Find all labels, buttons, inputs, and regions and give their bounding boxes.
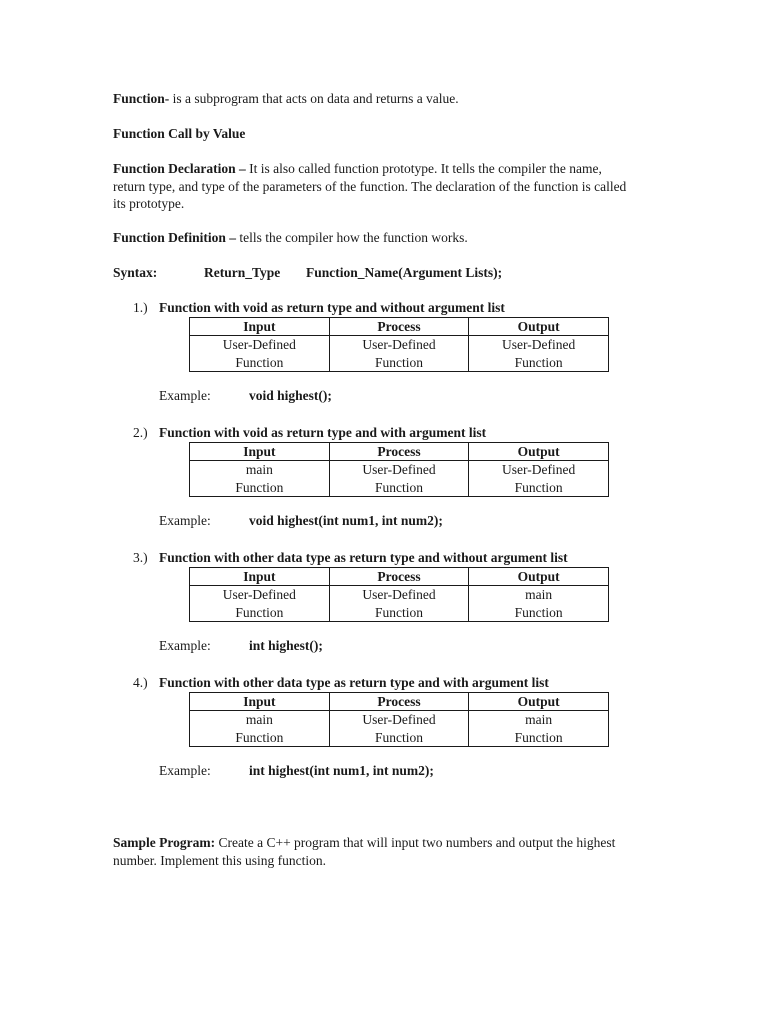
- example-code: int highest(int num1, int num2);: [249, 763, 434, 778]
- header-input: Input: [190, 317, 330, 336]
- example-code: void highest(int num1, int num2);: [249, 513, 443, 528]
- table-row: [190, 711, 609, 747]
- function-definition-paragraph: [113, 90, 459, 108]
- header-output: Output: [469, 442, 609, 461]
- cell-output: main Function: [469, 711, 609, 747]
- example-label: Example:: [159, 388, 211, 403]
- cell-input: main Function: [190, 461, 330, 497]
- io-table: [189, 567, 609, 623]
- example-line: [159, 387, 633, 405]
- sample-program-paragraph: [113, 834, 633, 869]
- call-by-value-title: Function Call by Value: [113, 126, 246, 141]
- header-input: Input: [190, 692, 330, 711]
- definition-term: Function Definition –: [113, 230, 237, 245]
- function-type-item-4: [133, 674, 633, 780]
- header-process: Process: [329, 442, 469, 461]
- example-code: void highest();: [249, 388, 332, 403]
- item-title: Function with void as return type and with argument list: [159, 425, 487, 440]
- item-number: 2.): [133, 425, 148, 440]
- table-row: [190, 336, 609, 372]
- declaration-term: Function Declaration –: [113, 161, 246, 176]
- example-label: Example:: [159, 638, 211, 653]
- syntax-function-name: Function_Name(Argument Lists);: [306, 265, 503, 280]
- example-label: Example:: [159, 763, 211, 778]
- definition-text: tells the compiler how the function works.: [236, 230, 468, 245]
- function-text: is a subprogram that acts on data and returns a value.: [169, 91, 459, 106]
- example-code: int highest();: [249, 638, 323, 653]
- header-input: Input: [190, 442, 330, 461]
- cell-process: User-Defined Function: [329, 586, 469, 622]
- header-process: Process: [329, 567, 469, 586]
- example-line: [159, 762, 633, 780]
- cell-input: main Function: [190, 711, 330, 747]
- item-title: Function with void as return type and without argument list: [159, 300, 505, 315]
- io-table: [189, 442, 609, 498]
- table-header-row: [190, 317, 609, 336]
- syntax-label: Syntax:: [113, 265, 158, 280]
- header-output: Output: [469, 317, 609, 336]
- cell-output: User-Defined Function: [469, 336, 609, 372]
- header-output: Output: [469, 567, 609, 586]
- function-term: Function-: [113, 91, 170, 106]
- item-heading: [133, 674, 633, 692]
- header-process: Process: [329, 692, 469, 711]
- item-title: Function with other data type as return type and without argument list: [159, 550, 568, 565]
- table-row: [190, 586, 609, 622]
- cell-process: User-Defined Function: [329, 711, 469, 747]
- cell-process: User-Defined Function: [329, 461, 469, 497]
- cell-output: main Function: [469, 586, 609, 622]
- syntax-line: [113, 264, 502, 282]
- table-header-row: [190, 567, 609, 586]
- sample-program-text: Create a C++ program that will input two numbers and output the highest number. Implement this using function.: [113, 835, 616, 868]
- syntax-return-type: Return_Type: [204, 265, 281, 280]
- function-definition-term-paragraph: [113, 229, 468, 247]
- item-heading: [133, 299, 633, 317]
- function-type-item-3: [133, 549, 633, 655]
- function-type-item-2: [133, 424, 633, 530]
- item-title: Function with other data type as return type and with argument list: [159, 675, 549, 690]
- declaration-text: It is also called function prototype. It tells the compiler the name, return type, and type of the parameters of the function. The declaration of the function is called its prototype.: [113, 161, 627, 211]
- item-number: 1.): [133, 300, 148, 315]
- header-process: Process: [329, 317, 469, 336]
- example-line: [159, 637, 633, 655]
- table-header-row: [190, 442, 609, 461]
- example-label: Example:: [159, 513, 211, 528]
- header-input: Input: [190, 567, 330, 586]
- table-header-row: [190, 692, 609, 711]
- item-heading: [133, 549, 633, 567]
- call-by-value-heading: [113, 125, 245, 143]
- item-heading: [133, 424, 633, 442]
- header-output: Output: [469, 692, 609, 711]
- table-row: [190, 461, 609, 497]
- function-declaration-paragraph: [113, 160, 633, 213]
- function-type-item-1: [133, 299, 633, 405]
- cell-process: User-Defined Function: [329, 336, 469, 372]
- cell-input: User-Defined Function: [190, 336, 330, 372]
- io-table: [189, 692, 609, 748]
- cell-input: User-Defined Function: [190, 586, 330, 622]
- example-line: [159, 512, 633, 530]
- sample-program-term: Sample Program:: [113, 835, 216, 850]
- item-number: 4.): [133, 675, 148, 690]
- item-number: 3.): [133, 550, 148, 565]
- cell-output: User-Defined Function: [469, 461, 609, 497]
- io-table: [189, 317, 609, 373]
